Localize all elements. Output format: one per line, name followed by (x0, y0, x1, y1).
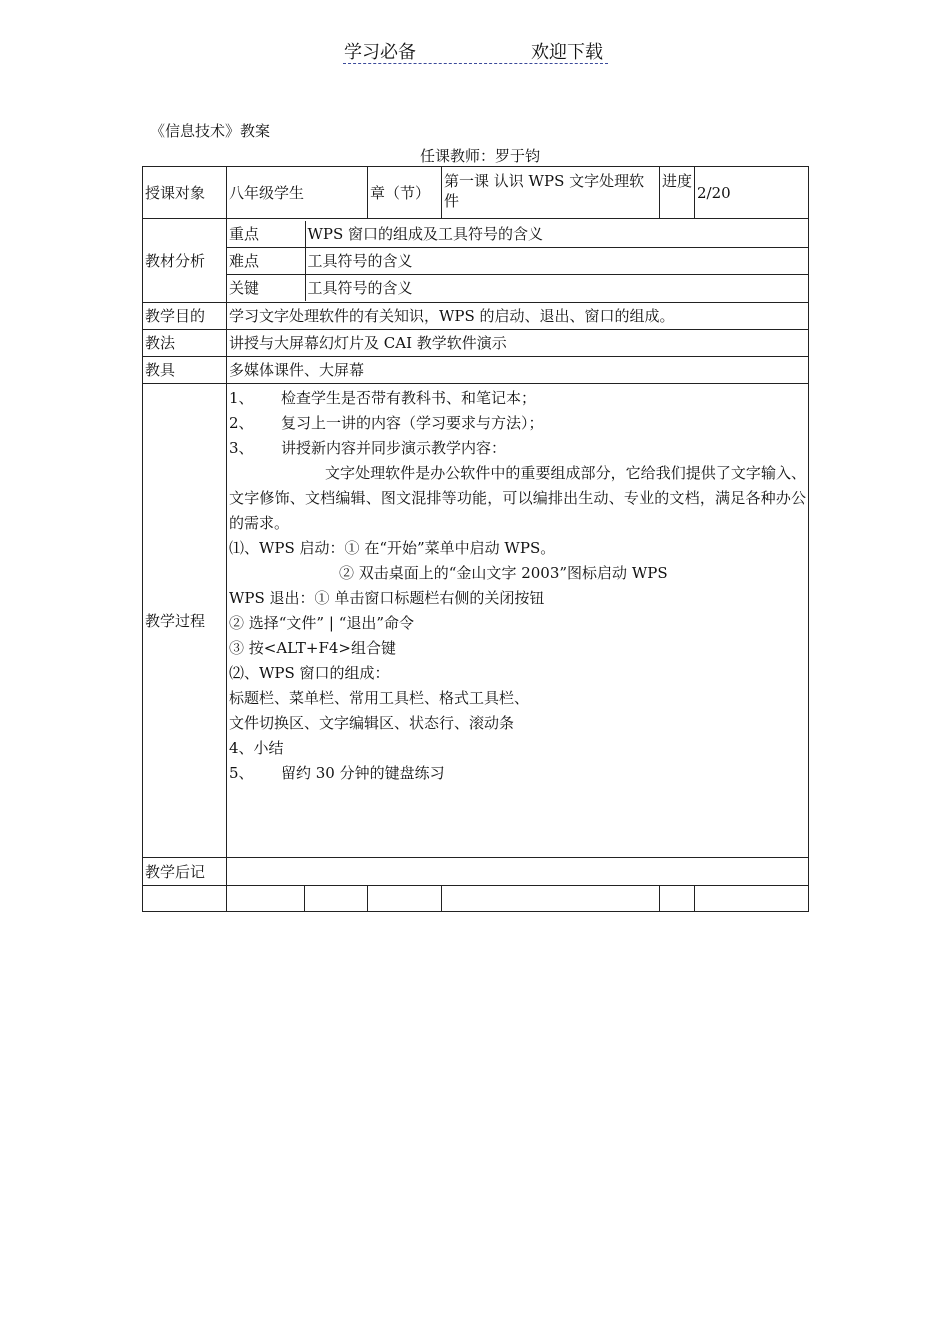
analysis-key-value: 工具符号的含义 (305, 274, 808, 301)
row-teaching-target (143, 167, 809, 219)
process-paragraph: 文字处理软件是办公软件中的重要组成部分，它给我们提供了文字输入、文字修饰、文档编辑、图文混排等功能，可以编排出生动、专业的文档，满足各种办公的需求。 (229, 464, 807, 532)
header-left-text: 学习必备 (344, 42, 416, 63)
analysis-row-key (227, 274, 808, 301)
value-teaching-goal: 学习文字处理软件的有关知识，WPS 的启动、退出、窗口的组成。 (227, 303, 809, 330)
analysis-items (227, 219, 809, 303)
row-empty-footer (143, 886, 809, 912)
label-progress: 进度 (660, 167, 695, 219)
analysis-row-difficulty (227, 247, 808, 274)
step-3-number: 3、 (229, 439, 254, 457)
wps-window-title: ⑵、WPS 窗口的组成： (229, 664, 390, 682)
empty-cell (660, 886, 695, 912)
wps-exit-line-2: ② 选择“文件” | “退出”命令 (229, 614, 415, 632)
step-2-number: 2、 (229, 414, 254, 432)
process-step-4: 4、小结 (229, 739, 284, 757)
empty-cell (143, 886, 227, 912)
value-chapter: 第一课 认识 WPS 文字处理软件 (442, 167, 660, 219)
page-header (0, 38, 950, 68)
value-progress: 2/20 (695, 167, 809, 219)
wps-exit-line-1: WPS 退出：① 单击窗口标题栏右侧的关闭按钮 (229, 589, 545, 607)
wps-window-line-1: 标题栏、菜单栏、常用工具栏、格式工具栏、 (229, 689, 530, 707)
label-teaching-target: 授课对象 (143, 167, 227, 219)
empty-cell (368, 886, 442, 912)
value-teaching-method: 讲授与大屏幕幻灯片及 CAI 教学软件演示 (227, 330, 809, 357)
analysis-key-label: 关键 (227, 274, 305, 301)
row-teaching-method (143, 330, 809, 357)
step-5-text: 留约 30 分钟的键盘练习 (281, 764, 445, 782)
empty-cell (695, 886, 809, 912)
label-teaching-method: 教法 (143, 330, 227, 357)
value-teaching-notes (227, 858, 809, 886)
row-material-analysis (143, 219, 809, 303)
header-dashed-rule (343, 63, 608, 64)
label-teaching-process: 教学过程 (143, 384, 227, 858)
process-content (227, 384, 809, 858)
process-step-1 (229, 386, 808, 411)
row-teaching-process (143, 384, 809, 858)
empty-cell (442, 886, 660, 912)
label-material-analysis: 教材分析 (143, 219, 227, 303)
process-step-5 (229, 761, 808, 786)
row-teaching-goal (143, 303, 809, 330)
analysis-difficulty-value: 工具符号的含义 (305, 247, 808, 274)
analysis-row-key-point (227, 221, 808, 248)
analysis-key-point-value: WPS 窗口的组成及工具符号的含义 (305, 221, 808, 248)
step-1-number: 1、 (229, 389, 254, 407)
row-teaching-tools (143, 357, 809, 384)
row-teaching-notes (143, 858, 809, 886)
label-teaching-tools: 教具 (143, 357, 227, 384)
empty-cell (227, 886, 305, 912)
empty-cell (305, 886, 368, 912)
header-right-text: 欢迎下载 (531, 42, 603, 63)
step-3-text: 讲授新内容并同步演示教学内容： (281, 439, 507, 457)
wps-start-line-2: ② 双击桌面上的“金山文字 2003”图标启动 WPS (339, 564, 668, 582)
analysis-difficulty-label: 难点 (227, 247, 305, 274)
document-title: 《信息技术》教案 (150, 122, 271, 140)
analysis-key-point-label: 重点 (227, 221, 305, 248)
analysis-subtable (227, 221, 808, 301)
label-chapter: 章（节） (368, 167, 442, 219)
wps-start-line-1: ⑴、WPS 启动：① 在“开始”菜单中启动 WPS。 (229, 539, 556, 557)
step-2-text: 复习上一讲的内容（学习要求与方法）； (281, 414, 544, 432)
wps-exit-line-3: ③ 按<ALT+F4>组合键 (229, 639, 397, 657)
wps-window-line-2: 文件切换区、文字编辑区、状态行、滚动条 (229, 714, 515, 732)
step-5-number: 5、 (229, 764, 254, 782)
lesson-plan-table (142, 166, 809, 912)
label-teaching-notes: 教学后记 (143, 858, 227, 886)
value-teaching-target: 八年级学生 (227, 167, 368, 219)
process-step-2 (229, 411, 808, 436)
value-teaching-tools: 多媒体课件、大屏幕 (227, 357, 809, 384)
process-step-3 (229, 436, 808, 461)
teacher-name: 任课教师：罗于钧 (420, 147, 541, 165)
label-teaching-goal: 教学目的 (143, 303, 227, 330)
step-1-text: 检查学生是否带有教科书、和笔记本； (281, 389, 537, 407)
